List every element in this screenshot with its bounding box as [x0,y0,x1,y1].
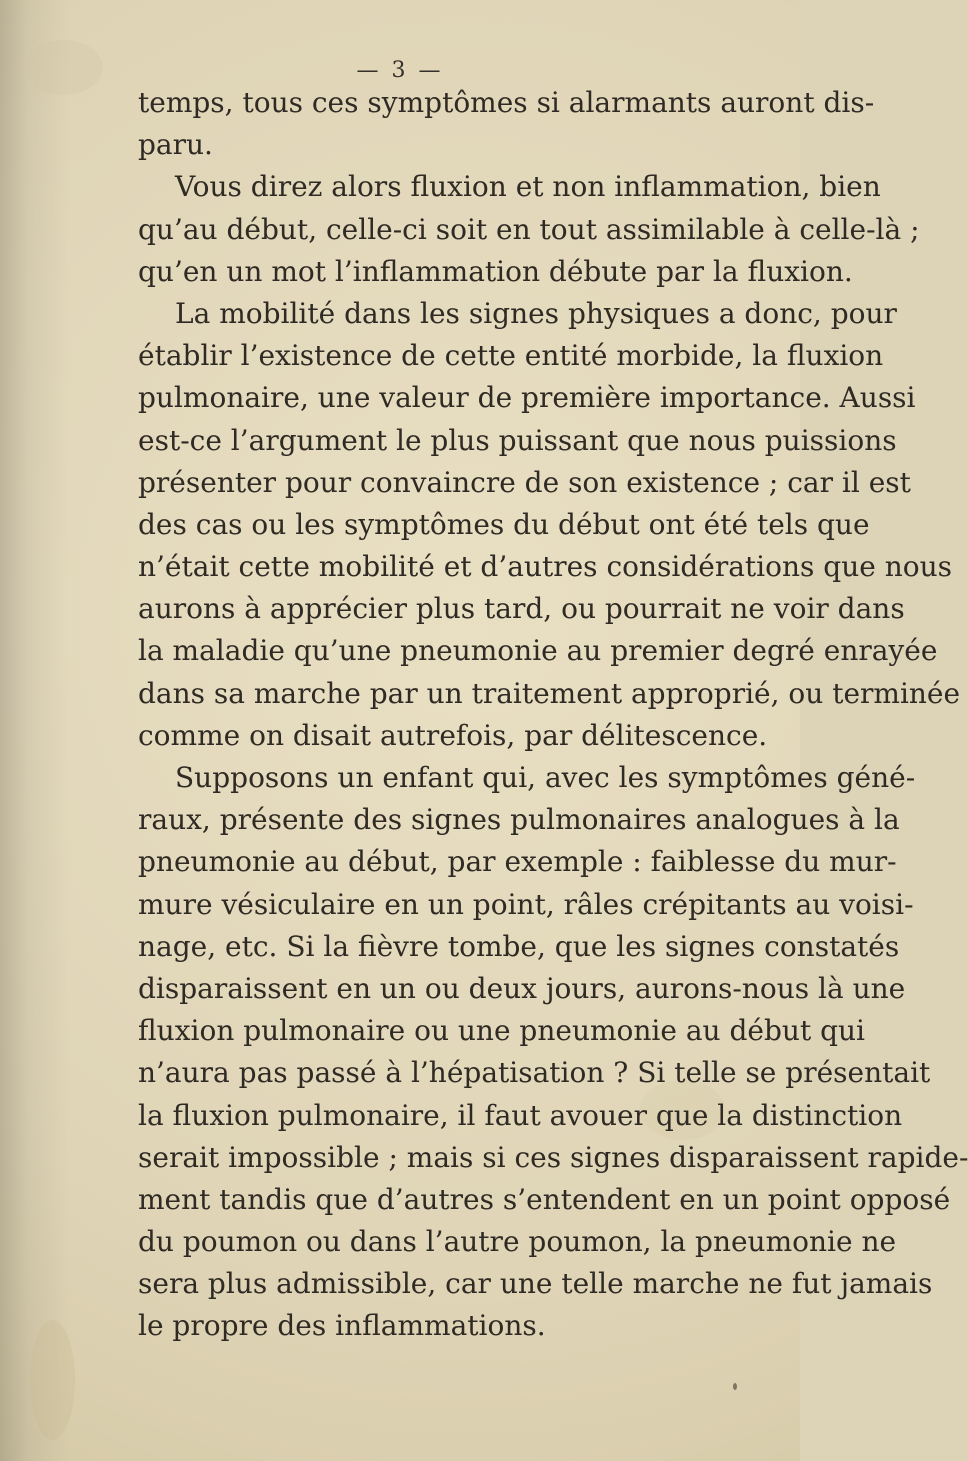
text-line: sera plus admissible, car une telle marche ne fut jamais [138,1267,933,1301]
page-number: — 3 — [356,58,444,83]
text-line: mure vésiculaire en un point, râles crépitants au voisi- [138,887,914,921]
ink-mark [733,1383,737,1390]
paper-stain [30,1320,75,1440]
text-line: la fluxion pulmonaire, il faut avouer que la distinction [138,1098,903,1132]
text-line: qu’au début, celle-ci soit en tout assimilable à celle-là ; [138,212,920,246]
body-text [138,82,968,1348]
text-line: nage, etc. Si la fièvre tombe, que les signes constatés [138,929,900,963]
text-line: Vous direz alors fluxion et non inflammation, bien [175,170,881,204]
text-line: aurons à apprécier plus tard, ou pourrait ne voir dans [138,592,905,626]
text-line: le propre des inflammations. [138,1309,546,1343]
text-line: temps, tous ces symptômes si alarmants auront dis- [138,86,875,119]
text-line: n’était cette mobilité et d’autres considérations que nous [138,550,953,584]
text-line: est-ce l’argument le plus puissant que nous puissions [138,423,897,457]
text-line: fluxion pulmonaire ou une pneumonie au début qui [138,1014,866,1048]
text-line: La mobilité dans les signes physiques a donc, pour [175,296,897,330]
text-line: serait impossible ; mais si ces signes disparaissent rapide- [138,1140,968,1174]
text-line: paru. [138,128,213,162]
text-line: présenter pour convaincre de son existence ; car il est [138,465,911,499]
text-line: pulmonaire, une valeur de première importance. Aussi [138,381,916,415]
text-line: disparaissent en un ou deux jours, aurons-nous là une [138,971,906,1005]
text-line: raux, présente des signes pulmonaires analogues à la [138,803,900,837]
text-line: ment tandis que d’autres s’entendent en un point opposé [138,1182,951,1216]
text-line: Supposons un enfant qui, avec les symptômes géné- [175,761,916,794]
text-line: qu’en un mot l’inflammation débute par la fluxion. [138,254,853,288]
text-line: des cas ou les symptômes du début ont été tels que [138,507,870,541]
text-line: la maladie qu’une pneumonie au premier degré enrayée [138,634,938,668]
text-line: du poumon ou dans l’autre poumon, la pneumonie ne [138,1225,897,1259]
text-line: comme on disait autrefois, par délitescence. [138,718,768,752]
text-line: n’aura pas passé à l’hépatisation ? Si telle se présentait [138,1056,931,1090]
text-line: pneumonie au début, par exemple : faiblesse du mur- [138,845,897,879]
text-line: dans sa marche par un traitement approprié, ou terminée [138,676,961,710]
text-line: établir l’existence de cette entité morbide, la fluxion [138,339,884,373]
